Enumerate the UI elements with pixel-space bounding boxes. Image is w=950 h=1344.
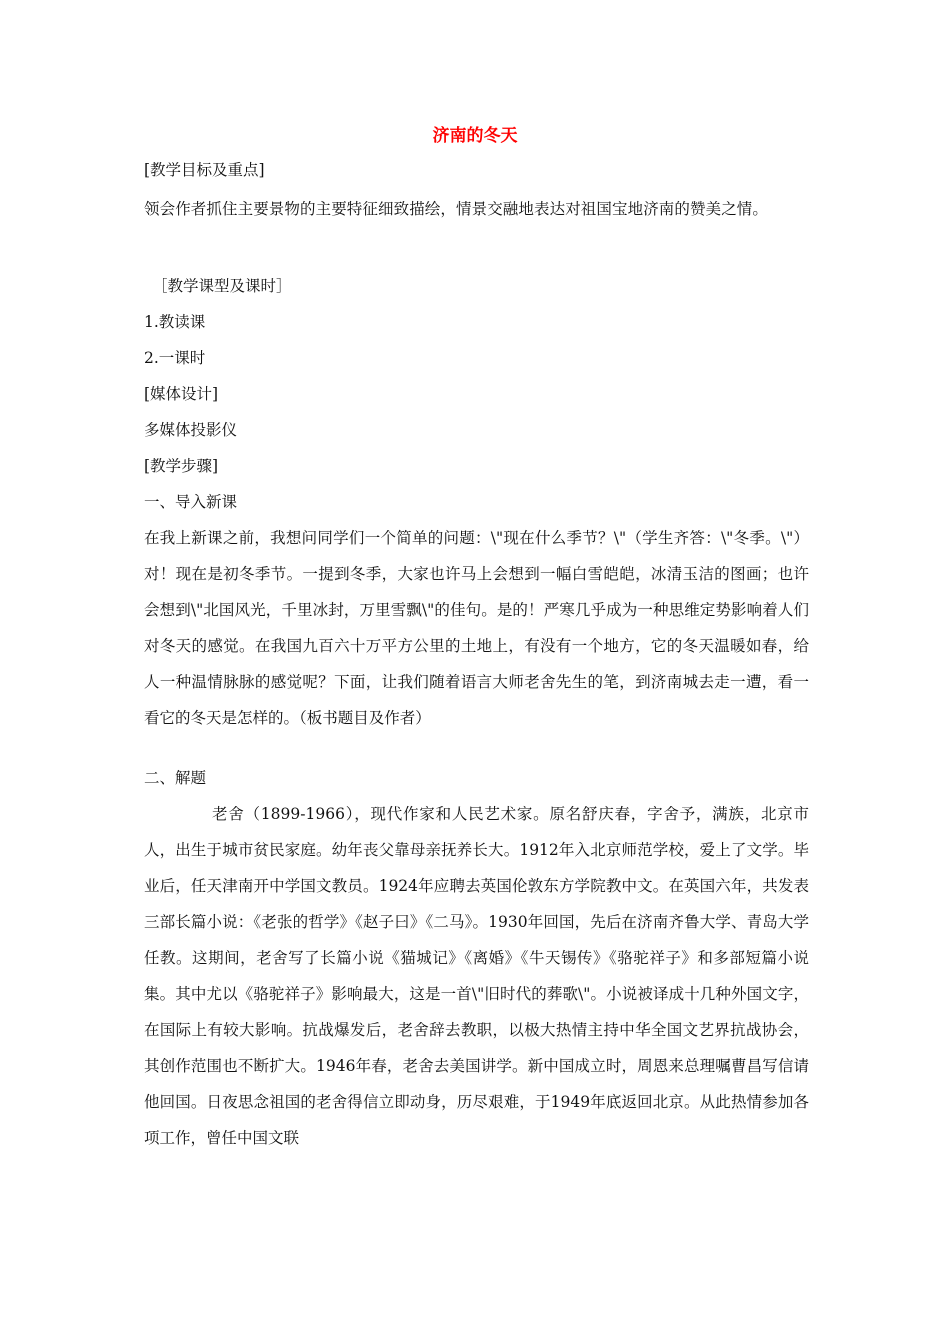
step-explain-paragraph: 老舍（1899-1966），现代作家和人民艺术家。原名舒庆春，字舍予，满族，北京市人，出生于城市贫民家庭。幼年丧父靠母亲抚养长大。1912年入北京师范学校，爱上了文学。毕业后，任天津南开中学国文教员。1924年应聘去英国伦敦东方学院教中文。在英国六年，共发表三部长篇小说：《老张的哲学》《赵子曰》《二马》。1930年回国，先后在济南齐鲁大学、青岛大学任教。这期间，老舍写了长篇小说《猫城记》《离婚》《牛天锡传》《骆驼祥子》和多部短篇小说集。其中尤以《骆驼祥子》影响最大，这是一首\"旧时代的葬歌\"。小说被译成十几种外国文字，在国际上有较大影响。抗战爆发后，老舍辞去教职，以极大热情主持中华全国文艺界抗战协会，其创作范围也不断扩大。1946年春，老舍去美国讲学。新中国成立时，周恩来总理嘱曹昌写信请他回国。日夜思念祖国的老舍得信立即动身，历尽艰难，于1949年底返回北京。从此热情参加各项工作，曾任中国文联 <box>144 805 809 1147</box>
goal-text: 领会作者抓住主要景物的主要特征细致描绘，情景交融地表达对祖国宝地济南的赞美之情。 <box>144 200 769 218</box>
section-heading-course-type: ［教学课型及课时］ <box>152 277 292 295</box>
section-heading-goals: [教学目标及重点] <box>144 161 265 179</box>
media-text: 多媒体投影仪 <box>144 421 238 439</box>
section-heading-media: [媒体设计] <box>144 385 219 403</box>
course-type-item: 1.教读课 <box>144 313 206 331</box>
course-type-item: 2.一课时 <box>144 349 206 367</box>
step-intro-paragraph: 在我上新课之前，我想问同学们一个简单的问题：\"现在什么季节？\"（学生齐答：\"冬季。\"）对！现在是初冬季节。一提到冬季，大家也许马上会想到一幅白雪皑皑，冰清玉洁的图画；也许会想到\"北国风光，千里冰封，万里雪飘\"的佳句。是的！严寒几乎成为一种思维定势影响着人们对冬天的感觉。在我国九百六十万平方公里的土地上，有没有一个地方，它的冬天温暖如春，给人一种温情脉脉的感觉呢？下面，让我们随着语言大师老舍先生的笔，到济南城去走一遭，看一看它的冬天是怎样的。（板书题目及作者） <box>144 529 809 727</box>
section-heading-steps: [教学步骤] <box>144 457 219 475</box>
document-title: 济南的冬天 <box>432 126 518 146</box>
step-heading-intro: 一、导入新课 <box>144 493 238 511</box>
step-heading-explain: 二、解题 <box>144 769 207 787</box>
